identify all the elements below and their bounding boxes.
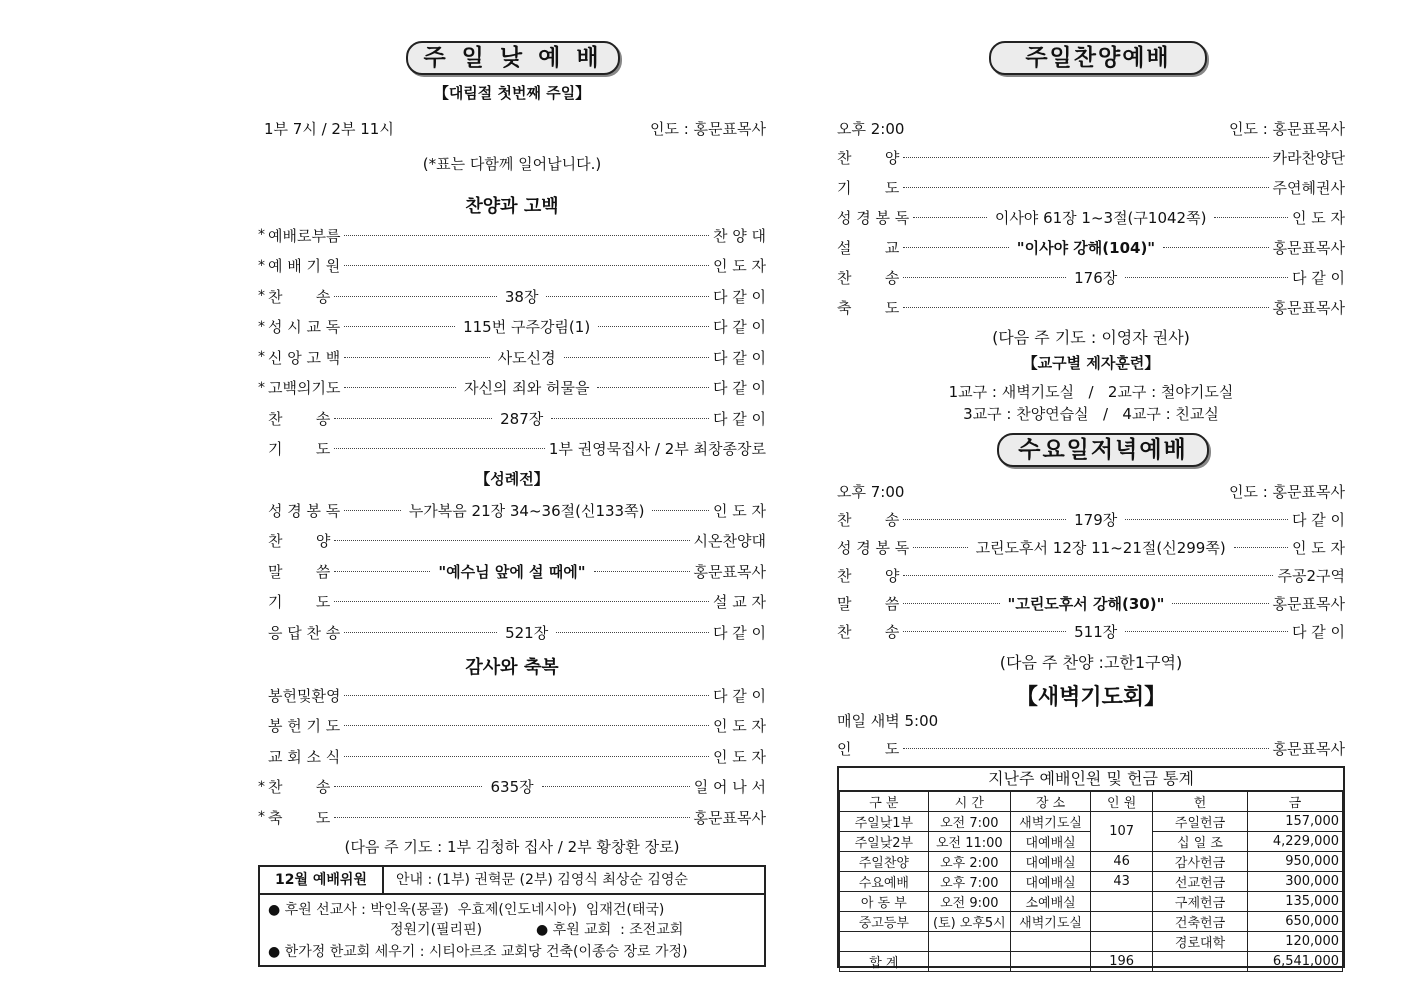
stats-cell: 오전 11:00 <box>928 832 1010 852</box>
wednesday-service-title: 수요일저녁예배 <box>997 433 1209 467</box>
service-leader: 인도 : 홍문표목사 <box>649 119 766 138</box>
item-responsible: 인 도 자 <box>712 747 766 766</box>
dawn-label: 인 도 <box>837 739 900 758</box>
discipleship-title: 【교구별 제자훈련】 <box>1022 354 1160 372</box>
leader-dots <box>903 277 1066 278</box>
item-responsible: 다 같 이 <box>1291 622 1345 641</box>
stats-cell: 오후 7:00 <box>928 872 1010 892</box>
stats-header-cell: 장 소 <box>1010 792 1090 812</box>
order-item <box>258 222 766 248</box>
order-item <box>258 774 766 800</box>
stats-total-cell: 합 계 <box>840 952 929 972</box>
stats-cell: 650,000 <box>1247 912 1342 932</box>
order-item <box>258 619 766 645</box>
service-time-row <box>258 115 766 141</box>
committee-label: 12월 예배위원 <box>260 867 384 895</box>
order-item <box>258 314 766 340</box>
praise-leader: 인도 : 홍문표목사 <box>1228 119 1345 138</box>
praise-time-row <box>837 115 1345 141</box>
order-item <box>837 174 1345 200</box>
item-responsible: 인 도 자 <box>1291 538 1345 557</box>
item-label: 기 도 <box>268 593 331 611</box>
stats-cell: 4,229,000 <box>1247 832 1342 852</box>
item-responsible: 홍문표목사 <box>1272 298 1345 317</box>
stats-header-cell: 구 분 <box>840 792 929 812</box>
item-label: 성 시 교 독 <box>268 318 341 336</box>
order-item <box>258 283 766 309</box>
leader-dots <box>1125 631 1288 632</box>
wednesday-leader: 인도 : 홍문표목사 <box>1228 482 1345 501</box>
stats-total-cell <box>1153 952 1248 972</box>
stats-cell: 선교헌금 <box>1153 872 1248 892</box>
stats-cell: 구제헌금 <box>1153 892 1248 912</box>
discipleship-line-2: 3교구 : 찬양연습실 / 4교구 : 친교실 <box>963 405 1219 423</box>
leader-dots <box>334 817 689 818</box>
item-label: 축 도 <box>837 298 900 317</box>
item-responsible: 다 같 이 <box>712 379 766 397</box>
usher-info: 안내 : (1부) 권혁문 (2부) 김영식 최상순 김영순 <box>384 867 764 895</box>
item-label: 성 경 봉 독 <box>837 538 910 557</box>
order-item <box>258 682 766 708</box>
item-responsible: 인 도 자 <box>712 257 766 275</box>
item-responsible: 1부 권영묵집사 / 2부 최창종장로 <box>548 440 766 458</box>
leader-dots <box>594 571 690 572</box>
dawn-time-row <box>837 707 1345 733</box>
item-responsible: 홍문표목사 <box>693 808 766 827</box>
leader-dots <box>903 603 999 604</box>
leader-dots <box>334 571 430 572</box>
stats-title: 지난주 예배인원 및 헌금 통계 <box>839 768 1343 791</box>
item-label: 고백의기도 <box>268 379 341 397</box>
stats-cell <box>1091 892 1153 912</box>
leader-dots <box>344 510 401 511</box>
item-detail: 176장 <box>1074 268 1118 287</box>
next-week-praise: (다음 주 찬양 :고한1구역) <box>999 653 1183 672</box>
item-detail: 635장 <box>490 778 534 796</box>
order-item <box>258 558 766 584</box>
stats-header-cell: 금 <box>1247 792 1342 812</box>
stats-total-cell: 196 <box>1091 952 1153 972</box>
stand-marker: * <box>258 318 265 335</box>
item-label: 축 도 <box>268 808 331 827</box>
leader-dots <box>903 575 1273 576</box>
item-label: 성 경 봉 독 <box>837 208 910 227</box>
leader-dots <box>1214 217 1288 218</box>
item-label: 말 씀 <box>837 594 900 613</box>
item-detail: "예수님 앞에 설 때에" <box>438 562 586 581</box>
stand-marker: * <box>258 227 265 243</box>
dawn-leader-row <box>837 735 1345 761</box>
leader-dots <box>334 418 492 419</box>
stats-cell: 43 <box>1091 872 1153 892</box>
leader-dots <box>334 786 482 787</box>
item-label: 말 씀 <box>268 562 331 581</box>
item-responsible: 홍문표목사 <box>1272 594 1345 613</box>
section-thanks-blessing: 감사와 축복 <box>465 657 559 678</box>
stats-cell: 대예배실 <box>1010 832 1090 852</box>
order-item <box>837 204 1345 230</box>
stats-cell: 오전 9:00 <box>928 892 1010 912</box>
item-label: 찬 양 <box>268 532 331 550</box>
stats-cell: 950,000 <box>1247 852 1342 872</box>
stats-row <box>840 872 1343 892</box>
sunday-service-title: 주 일 낮 예 배 <box>406 41 620 75</box>
leader-dots <box>1172 603 1268 604</box>
item-label: 교 회 소 식 <box>268 747 341 766</box>
item-responsible: 다 같 이 <box>1291 510 1345 529</box>
wednesday-time: 오후 7:00 <box>837 482 905 501</box>
stats-cell: 157,000 <box>1247 812 1342 832</box>
standing-note: (*표는 다함께 일어납니다.) <box>422 155 602 173</box>
item-detail: 누가복음 21장 34~36절(신133쪽) <box>408 501 645 520</box>
stats-total-cell: 6,541,000 <box>1247 952 1342 972</box>
missionary-line-2: 정원기(필리핀) <box>390 922 483 938</box>
stats-cell: 120,000 <box>1247 932 1342 952</box>
order-item <box>837 562 1345 588</box>
item-responsible: 홍문표목사 <box>1272 238 1346 257</box>
stats-row <box>840 932 1343 952</box>
item-label: 찬 송 <box>837 510 900 529</box>
item-label: 찬 송 <box>837 622 900 641</box>
stand-marker: * <box>258 379 265 396</box>
item-label: 찬 양 <box>837 566 900 585</box>
stats-cell: 오후 2:00 <box>928 852 1010 872</box>
leader-dots <box>556 632 709 633</box>
stats-cell <box>1091 912 1153 932</box>
item-responsible: 다 같 이 <box>712 409 766 428</box>
item-label: 응 답 찬 송 <box>268 623 341 642</box>
leader-dots <box>913 547 967 548</box>
wednesday-time-row <box>837 478 1345 504</box>
leader-dots <box>903 307 1268 308</box>
stand-marker: * <box>258 809 265 825</box>
stand-marker: * <box>258 349 265 365</box>
item-responsible: 일 어 나 서 <box>693 778 766 796</box>
stats-cell: 감사헌금 <box>1153 852 1248 872</box>
item-detail: 521장 <box>505 623 549 642</box>
item-label: 찬 송 <box>268 778 331 796</box>
stats-total-cell <box>1010 952 1090 972</box>
order-item <box>837 264 1345 290</box>
item-responsible: 찬 양 대 <box>712 226 766 245</box>
leader-dots <box>334 601 709 602</box>
stats-header-cell: 헌 <box>1153 792 1248 812</box>
leader-dots <box>344 265 709 266</box>
order-item <box>258 713 766 739</box>
item-label: 봉 헌 기 도 <box>268 717 341 735</box>
item-responsible: 카라찬양단 <box>1272 148 1345 167</box>
stats-cell <box>1091 932 1153 952</box>
stats-row <box>840 912 1343 932</box>
leader-dots <box>344 387 456 388</box>
leader-dots <box>1125 277 1288 278</box>
item-label: 찬 송 <box>268 287 331 306</box>
leader-dots <box>344 756 709 757</box>
item-detail: 38장 <box>504 287 539 306</box>
stats-total-row <box>840 952 1343 972</box>
item-detail: 287장 <box>500 409 544 428</box>
item-responsible: 다 같 이 <box>712 623 766 642</box>
stats-header-cell: 시 간 <box>928 792 1010 812</box>
leader-dots <box>903 187 1268 188</box>
stats-cell <box>928 932 1010 952</box>
stats-cell: 새벽기도실 <box>1010 912 1090 932</box>
leader-dots <box>344 725 709 726</box>
order-item <box>837 294 1345 320</box>
item-detail: 511장 <box>1074 622 1118 641</box>
item-detail: "이사야 강해(104)" <box>1016 238 1156 257</box>
item-responsible: 인 도 자 <box>712 501 766 520</box>
item-responsible: 다 같 이 <box>713 287 767 306</box>
item-label: 기 도 <box>268 440 331 458</box>
stand-marker: * <box>258 288 265 304</box>
order-item <box>258 375 766 401</box>
order-item <box>258 497 766 523</box>
order-item <box>258 253 766 279</box>
item-label: 봉헌및환영 <box>268 686 341 705</box>
leader-dots <box>334 448 545 449</box>
stand-marker: * <box>258 778 265 795</box>
item-responsible: 다 같 이 <box>713 318 767 336</box>
order-item <box>837 590 1345 616</box>
stats-cell: 오전 7:00 <box>928 812 1010 832</box>
order-item <box>258 589 766 615</box>
item-detail: 고린도후서 12장 11~21절(신299쪽) <box>975 538 1226 557</box>
order-item <box>258 528 766 554</box>
leader-dots <box>598 326 709 327</box>
order-item <box>258 344 766 370</box>
praise-service-title: 주일찬양예배 <box>989 41 1207 75</box>
stats-row <box>840 852 1343 872</box>
stats-table-box <box>837 766 1345 971</box>
leader-dots <box>913 217 987 218</box>
stats-cell: 107 <box>1091 812 1153 852</box>
order-item <box>837 144 1345 170</box>
support-church: ● 후원 교회 : 조전교회 <box>536 922 684 938</box>
stats-cell: 대예배실 <box>1010 852 1090 872</box>
item-responsible: 인 도 자 <box>1291 208 1345 227</box>
item-responsible: 인 도 자 <box>712 717 766 735</box>
stats-cell: 주일찬양 <box>840 852 929 872</box>
stats-cell: 46 <box>1091 852 1153 872</box>
order-item <box>837 506 1345 532</box>
stats-cell: 주일낮2부 <box>840 832 929 852</box>
service-time: 1부 7시 / 2부 11시 <box>264 119 394 138</box>
leader-dots <box>334 540 689 541</box>
item-responsible: 홍문표목사 <box>693 562 766 581</box>
leader-dots <box>903 157 1268 158</box>
stats-cell: 135,000 <box>1247 892 1342 912</box>
item-label: 신 앙 고 백 <box>268 348 341 367</box>
item-label: 설 교 <box>837 238 900 257</box>
leader-dots <box>551 418 709 419</box>
missionary-line: ● 후원 선교사 : 박인욱(몽골) 우효제(인도네시아) 임재건(태국) <box>268 902 665 918</box>
stats-row <box>840 812 1343 832</box>
stand-marker: * <box>258 257 265 274</box>
next-week-prayer-2: (다음 주 기도 : 이영자 권사) <box>992 328 1190 347</box>
stats-cell: 십 일 조 <box>1153 832 1248 852</box>
order-item <box>837 618 1345 644</box>
item-detail: 179장 <box>1074 510 1118 529</box>
item-detail: "고린도후서 강해(30)" <box>1007 594 1165 613</box>
item-label: 기 도 <box>837 178 900 197</box>
section-praise-confession: 찬양과 고백 <box>465 196 559 217</box>
order-item <box>258 743 766 769</box>
order-item <box>258 804 766 830</box>
stats-cell: 아 동 부 <box>840 892 929 912</box>
item-detail: 이사야 61장 1~3절(구1042쪽) <box>994 208 1207 227</box>
leader-dots <box>597 387 709 388</box>
item-responsible: 다 같 이 <box>712 686 766 705</box>
item-label: 찬 양 <box>837 148 900 167</box>
item-label: 성 경 봉 독 <box>268 501 341 520</box>
stats-cell: 300,000 <box>1247 872 1342 892</box>
stats-header-row <box>840 792 1343 812</box>
leader-dots <box>344 632 497 633</box>
leader-dots <box>344 326 455 327</box>
item-responsible: 설 교 자 <box>712 593 766 611</box>
stats-row <box>840 892 1343 912</box>
leader-dots <box>652 510 709 511</box>
stats-cell: 소예배실 <box>1010 892 1090 912</box>
church-planting: ● 한가정 한교회 세우기 : 시티아르조 교회당 건축(이종승 장로 가정) <box>268 944 688 960</box>
item-responsible: 주공2구역 <box>1277 566 1345 585</box>
stats-table <box>839 791 1343 972</box>
leader-dots <box>1125 519 1288 520</box>
stats-cell: 대예배실 <box>1010 872 1090 892</box>
stats-cell: (토) 오후5시 <box>928 912 1010 932</box>
discipleship-line-1: 1교구 : 새벽기도실 / 2교구 : 철야기도실 <box>948 383 1234 401</box>
stats-cell <box>840 932 929 952</box>
item-responsible: 시온찬양대 <box>693 532 766 550</box>
advent-subtitle: 【대림절 첫번째 주일】 <box>433 84 591 102</box>
stats-cell: 건축헌금 <box>1153 912 1248 932</box>
leader-dots <box>903 247 1008 248</box>
item-label: 예배로부름 <box>268 226 341 245</box>
leader-dots <box>903 631 1066 632</box>
stats-total-cell <box>928 952 1010 972</box>
item-detail: 자신의 죄와 허물을 <box>463 379 590 397</box>
section-sacrament: 【성례전】 <box>475 470 549 488</box>
item-label: 예 배 기 원 <box>268 257 341 275</box>
item-responsible: 다 같 이 <box>1291 268 1345 287</box>
item-detail: 115번 구주강림(1) <box>463 318 591 336</box>
stats-cell: 중고등부 <box>840 912 929 932</box>
dawn-prayer-title: 【새벽기도회】 <box>1015 685 1167 710</box>
committee-box <box>258 865 766 967</box>
dawn-time: 매일 새벽 5:00 <box>837 711 939 730</box>
order-item <box>837 534 1345 560</box>
leader-dots <box>1234 547 1288 548</box>
dawn-leader: 홍문표목사 <box>1272 739 1345 758</box>
leader-dots <box>344 357 489 358</box>
leader-dots <box>564 357 709 358</box>
item-label: 찬 송 <box>837 268 900 287</box>
order-item <box>258 436 766 462</box>
leader-dots <box>542 786 690 787</box>
stats-cell: 주일헌금 <box>1153 812 1248 832</box>
leader-dots <box>344 235 709 236</box>
item-responsible: 다 같 이 <box>712 348 766 367</box>
item-detail: 사도신경 <box>497 348 556 367</box>
leader-dots <box>334 296 497 297</box>
praise-time: 오후 2:00 <box>837 119 905 138</box>
stats-cell: 수요예배 <box>840 872 929 892</box>
stats-header-cell: 인 원 <box>1091 792 1153 812</box>
stats-cell <box>1010 932 1090 952</box>
stats-cell: 새벽기도실 <box>1010 812 1090 832</box>
order-item <box>258 405 766 431</box>
order-item <box>837 234 1345 260</box>
leader-dots <box>344 695 709 696</box>
stats-cell: 주일낮1부 <box>840 812 929 832</box>
item-label: 찬 송 <box>268 409 331 428</box>
leader-dots <box>1163 247 1268 248</box>
leader-dots <box>903 519 1066 520</box>
next-week-prayer: (다음 주 기도 : 1부 김청하 집사 / 2부 황창환 장로) <box>344 838 680 856</box>
leader-dots <box>546 296 709 297</box>
item-responsible: 주연혜권사 <box>1272 178 1345 197</box>
leader-dots <box>903 748 1268 749</box>
stats-cell: 경로대학 <box>1153 932 1248 952</box>
